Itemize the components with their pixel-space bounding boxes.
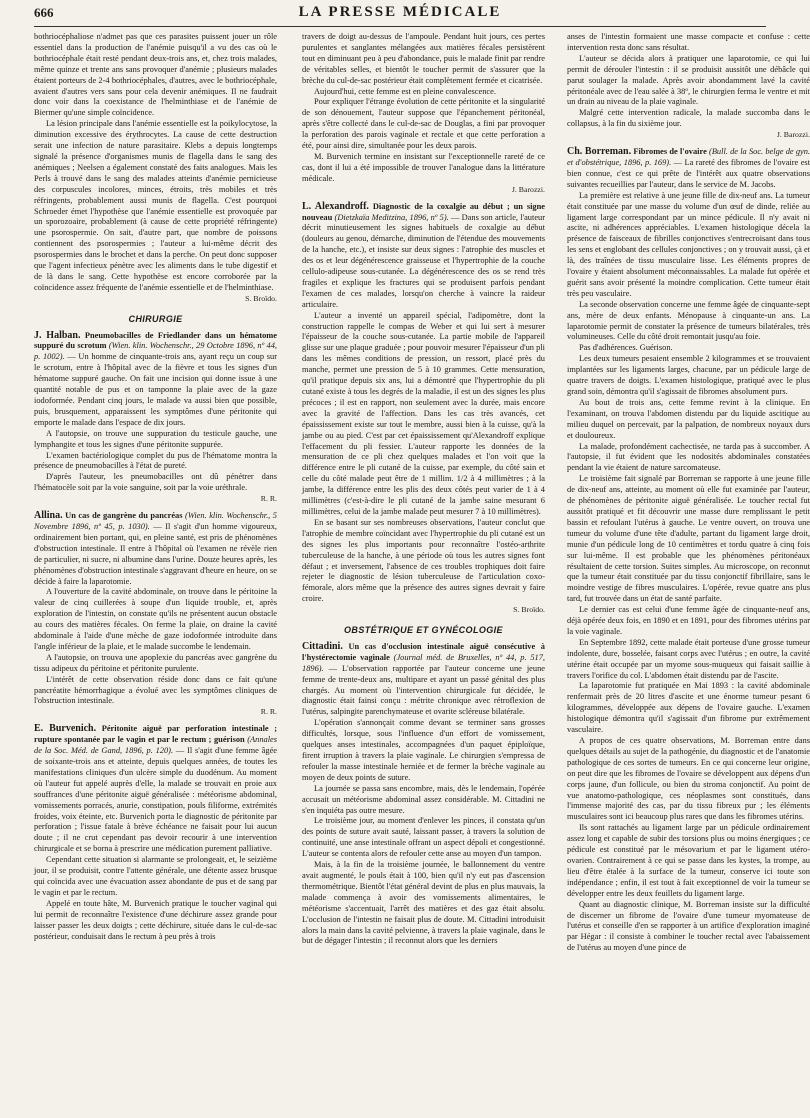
paragraph: A l'autopsie, on trouva une apoplexie du pancréas avec gangrène du tissu adipeux du péritoine et péritonite purulente. [34, 652, 277, 673]
paragraph: A l'ouverture de la cavité abdominale, on trouve dans le péritoine la valeur de cinq cuillerées à soupe d'un liquide trouble, et, après exploration de l'intestin, on constate qu'ils ne présentent aucun obstacle au cours des matières fécales. On ferme la plaie, on draine la cavité abdominale à l'aide d'une mèche de gaze iodoformée introduite dans l'angle inférieur de la plaie, et le malade succombe le lendemain. [34, 587, 277, 651]
article-title: Fibromes de l'ovaire [633, 147, 707, 157]
signature: J. Barozzi. [511, 184, 545, 194]
article-source: (Dietzkaïa Meditzina, 1896, nº 5). [334, 212, 449, 222]
paragraph: D'après l'auteur, les pneumobacilles ont dû pénétrer dans l'hématocèle soit par la voie sanguine, soit par la voie uréthrale. [34, 472, 277, 493]
paragraph: Ils sont rattachés au ligament large par un pédicule ordinairement assez long et capable de subir des torsions plus ou moins énergiques ; ce pédicule est constitué par le mésovarium et par le ligament utéro-ovarien. Contrairement à ce qui se passe dans les kystes, la trompe, au lieu d'être étalée à la surface de la tumeur, conserve ici toute son indépendance ; enfin, il est tout à fait exceptionnel de voir la tumeur se développer entre les deux feuillets du ligament large. [567, 823, 810, 898]
article-burvenich [34, 724, 277, 855]
paragraph: En se basant sur ses nombreuses observations, l'auteur conclut que l'atrophie de membre coïncidant avec l'hypertrophie du pli cutané est un des signes les plus importants pour reconnaître l'ostéo-arthrite tuberculeuse de la hanche, à une période où tous les autres signes font défaut ; et inversement, l'absence de ces troubles trophiques doit faire rejeter le diagnostic de lésion tuberculeuse de l'articulation coxo-fémorale, alors même que la présence des autres signes devrait y faire croire. [302, 517, 545, 604]
paragraph: A l'autopsie, on trouve une suppuration du testicule gauche, une lymphangite et tous les signes d'une péritonite suppurée. [34, 428, 277, 449]
paragraph: La seconde observation concerne une femme âgée de cinquante-sept ans, mère de deux enfants. Ménopause à cinquante-un ans. La laparotomie permit de constater la présence de tumeurs bilatérales, très volumineuses. Celle du côté droit remontait jusqu'au foie. [567, 299, 810, 342]
article-source: (Wien. klin. Wochenschr., 5 Novembre 1896, nº 45, p. 1030). [34, 511, 277, 531]
article-text: — Il s'agit d'un homme vigoureux, ordinairement bien portant, qui, en pleine santé, est pris de phénomènes d'obstruction intestinale. Il entre à l'hôpital où l'examen ne révèle rien de particulier, ni sucre, ni albumine dans l'urine. Douze heures après, les phénomènes d'obstruction intestinale s'aggravant d'heure en heure, on se décide à faire la laparotomie. [34, 521, 278, 586]
article-text: — L'observation rapportée par l'auteur concerne une jeune femme de trente-deux ans, multipare et ayant un passé génital des plus chargés. Au moment où l'intervention chirurgicale fut décidée, le diagnostic était fainsi conçu : métrite chronique avec rétroflexion de l'utérus, salpingite parenchymateuse et ovarite scléreuse bilatérale. [302, 663, 545, 717]
paragraph: L'intérêt de cette observation réside donc dans ce fait qu'une pancréatite hémorrhagique a évolué avec les symptômes cliniques de l'obstruction intestinale. [34, 674, 277, 706]
paragraph: Mais, à la fin de la troisième journée, le ballonnement du ventre avait augmenté, le pouls était à 100, bien qu'il n'y eut pas d'ascension thermométrique. Bientôt l'état général devint de plus en plus mauvais, la malade commença à avoir des vomissements alimentaires, le météorisme s'accentuait, l'arrêt des matières et des gaz était absolu. L'occlusion de l'intestin ne faisait plus de doute. M. Cittadini introduisit alors la main dans la cavité pelvienne, à travers la plaie vaginale, dans le but de dégager l'intestin ; il reconnut alors que les derniers [302, 860, 546, 946]
paragraph: Quant au diagnostic clinique, M. Borreman insiste sur la difficulté de discerner un fibrome de l'ovaire d'une tumeur myomateuse de l'utérus et conseille d'en se rapporter à un artifice d'exploration imaginé par Hégar : il consiste à combiner le toucher rectal avec l'abaissement de l'utérus au moyen d'une pince de [567, 899, 810, 953]
article-author: Allina. [34, 510, 63, 522]
article-author: E. Burvenich. [34, 723, 97, 735]
column-left [34, 32, 277, 1112]
article-source: (Journal méd. de Bruxelles, nº 44, p. 517, 1896). [302, 652, 546, 673]
paragraph: travers de doigt au-dessus de l'ampoule. Pendant huit jours, ces pertes purulentes et sanglantes mélangées aux matières fécales persistèrent tout en diminuant peu à peu d'abondance, puis le malade finit par rendre de véritables selles, et bientôt le toucher permit de s'assurer que la brèche du cul-de-sac postérieur était complètement fermée et cicatrisée. [302, 32, 545, 85]
paragraph: Cependant cette situation si alarmante se prolongeait, et, le seizième jour, il se produisit, contre l'attente générale, une détente assez brusque qui coïncida avec une évacuation assez abondante de pus et de sang par le vagin et par le rectum. [34, 855, 277, 897]
article-author: L. Alexandroff. [302, 200, 369, 212]
paragraph: Le troisième jour, au moment d'enlever les pinces, il constata qu'un des points de suture avait sauté, laissant passer, à travers la solution de continuité, une anse intestinale offrant un aspect dépoli et congestionné. L'auteur se contenta alors de refouler cette anse au moyen d'un tampon. [302, 816, 545, 859]
column-right [567, 32, 810, 1112]
paragraph: La première est relative à une jeune fille de dix-neuf ans. La tumeur était constituée par une masse du volume d'un œuf de dinde, reliée au ligament large correspondant par un mince pédicule. Il n'y avait ni ascite, ni adhérences appréciables. L'examen histologique décela la présence de faisceaux de fibrilles conjonctives s'entrecroisant dans tous les sens et englobant des cellules conjonctives ; on y trouvait aussi, çà et là, des traînées de tissu musculaire lisse. Les éléments propres de l'ovaire y étaient absolument méconnaissables. La malade fut opérée et guérit sans avoir présenté la moindre complication. Cette tumeur était très peu vasculaire. [567, 190, 810, 298]
signature: S. Broïdo. [245, 293, 277, 303]
paragraph: bothriocéphaliose n'admet pas que ces parasites puissent jouer un rôle essentiel dans la production de l'anémie puisqu'il a vu des cas où le bothriocéphale était resté pendant deux-trois ans, et, chez trois malades, même quinze et trente ans sans provoquer d'anémie ; plusieurs malades étaient porteurs de 2-4 bothriocéphales, d'autres, avec le bothriocéphale, avaient d'autres vers sans pour cela devenir anémiques. Il ne faudrait donc voir dans la coexistance de l'helminthiase et de l'anémie de Biermer qu'une simple coïncidence. [34, 32, 277, 118]
paragraph: M. Burvenich termine en insistant sur l'exceptionnelle rareté de ce cas, dont il lui a été impossible de trouver l'analogue dans la littérature médicale. [302, 151, 545, 183]
article-source: (Bull. de la Soc. belge de gyn. et d'obstétrique, 1896, p. 169). [567, 147, 810, 167]
page-header [34, 2, 766, 27]
paragraph: La malade, profondément cachectisée, ne tarda pas à succomber. A l'autopsie, il fut évident que les nodosités abdominales constatées pendant la vie étaient de nature sarcomateuse. [567, 441, 810, 473]
paragraph: Le troisième fait signalé par Borreman se rapporte à une jeune fille de dix-neuf ans, atteinte, au moment où elle fut examinée par l'auteur, de phénomènes de péritonite aiguë généralisée. Le toucher rectal fut aussitôt pratiqué et fit découvrir une masse dure remplissant le petit bassin et refoulant l'utérus à gauche. Le ventre ouvert, on trouva une tumeur du volume d'une tête d'adulte, partant du ligament large droit, munie d'un pédicule long de 10 centimètres et tordu quatre à cinq fois sur lui-même. Il est probable que les phénomènes péritonéaux résultaient de cette torsion. Suites simples. Au microscope, on reconnut que la tumeur était constituée par du tissu conjonctif fibrillaire, sans le moindre vestige de fibres musculaires. L'opérée, revue quatre ans plus tard, fut trouvée dans un état de santé parfaite. [567, 474, 810, 604]
signature: S. Broïdo. [513, 605, 545, 615]
article-borreman [567, 147, 810, 191]
article-title: Péritonite aiguë par perforation intestinale ; rupture spontanée par le vagin et par le rectum ; guérison [34, 724, 277, 745]
article-title: Pneumobacilles de Friedlander dans un hématome suppuré du scrotum [34, 330, 277, 351]
section-heading-chirurgie: CHIRURGIE [128, 313, 183, 324]
paragraph: L'auteur se décida alors à pratiquer une laparotomie, ce qui lui permit de dérouler l'intestin : il se produisit aussitôt une débâcle qui parut soulager la malade. Après avoir abondamment lavé la cavité péritonéale avec de l'eau salée à 38º, le chirurgien ferma le ventre et mit un drain au niveau de la plaie vaginale. [567, 53, 810, 107]
paragraph: L'opération s'annonçait comme devant se terminer sans grosses difficultés, lorsque, sous l'influence d'un effort de vomissement, quelques anses intestinales, accompagnées d'un paquet épiploïque, firent irruption à travers la plaie vaginale. Le chirurgien s'empressa de refouler la masse intestinale herniée et de fermer la brèche vaginale au moyen de deux points de suture. [302, 718, 545, 782]
section-heading-obstetrique: OBSTÉTRIQUE ET GYNÉCOLOGIE [344, 625, 503, 636]
signature: R. R. [260, 494, 277, 504]
article-allina [34, 511, 277, 587]
article-halban [34, 331, 277, 429]
paragraph: Pas d'adhérences. Guérison. [579, 343, 673, 353]
signature: J. Barozzi. [776, 130, 810, 140]
article-cittadini [302, 642, 545, 718]
article-author: Cittadini. [302, 640, 343, 652]
paragraph: Le dernier cas est celui d'une femme âgée de cinquante-neuf ans, déjà opérée deux fois, en 1890 et en 1891, pour des fibromes utérins par la voie vaginale. [567, 605, 810, 636]
article-title: Un cas d'occlusion intestinale aiguë consécutive à l'hystérectomie vaginale [302, 641, 545, 662]
paragraph: L'auteur a inventé un appareil spécial, l'adipomètre, dont la construction rappelle le compas de Weber et qui lui sert à mesurer l'épaisseur de la couche sous-cutanée. La partie mobile de l'appareil glisse sur une plaque graduée ; pour pouvoir mesurer l'épaisseur d'un pli dans les mêmes conditions de pression, un ressort, placé près du manche, permet une pression de 5 à 10 grammes. Cette mensuration, qu'il pratique depuis six ans, lui a démontré que l'hypertrophie du pli cutané existe à tous les degrés de la maladie, il est un des signes les plus précoces ; il est en rapport, non seulement avec la durée, mais encore avec la gravité de l'affection. Dans les cas très avancés, cet épaississement existe sur tout le membre, aussi bien à la cuisse, qu'à la jambe ou au pied. C'est par cet épaississement qu'Alexandroff explique l'effacement du pli fessier. L'auteur rapporte les données de la mensuration de ce pli chez quelques malades et l'on voit que la différence entre le pli cutané de la cuisse, par exemple, du côté sain et celle du côté malade peut être de 1 millim. 1/2 à 4 millimètres ; à la jambe, la différence entre les plis des deux côtés peut varier de 1 à 4 millimètres (c'est-à-dire le pli cutané de la jambe saine mesurant 6 millimètres, celui de la jambe malade peut mesurer 7 à 10 millimètres). [302, 310, 545, 516]
paragraph: L'examen bactériologique complet du pus de l'hématome montra la présence de pneumobacilles à l'état de pureté. [34, 450, 277, 471]
paragraph: Au bout de trois ans, cette femme revint à la clinique. En l'examinant, on trouva l'abdomen distendu par du liquide ascitique au milieu duquel on percevait, par la palpation, de nombreux noyaux durs et douloureux. [567, 397, 810, 440]
paragraph: La laparotomie fut pratiquée en Mai 1893 : la cavité abdominale renfermait près de 20 litres d'ascite et une énorme tumeur pesant 6 kilogrammes, développée aux dépens de l'ovaire gauche. L'examen histologique démontra qu'il s'agissait d'un fibrome pur extrêmement vasculaire. [567, 681, 810, 735]
paragraph: Pour expliquer l'étrange évolution de cette péritonite et la singularité de son dénouement, l'auteur suppose que l'épanchement péritonéal, après s'être collecté dans le cul-de-sac de Douglas, a fini par provoquer la perforation des parois vaginale et rectale et que cette perforation a été, pour ainsi dire, simultanée pour les deux parois. [302, 97, 545, 151]
signature: R. R. [260, 707, 277, 717]
paragraph: Aujourd'hui, cette femme est en pleine convalescence. [314, 86, 496, 96]
paragraph: A propos de ces quatre observations, M. Borreman entre dans quelques détails au sujet de la pathogénie, du diagnostic et de l'anatomie pathologique de ces sortes de tumeurs. En ce qui concerne leur origine, on peut dire que les fibromes de l'ovaire se développent aux dépens d'un corps jaune, d'un follicule, ou bien du stroma conjonctif. Au point de vue anatomo-pathologique, ces néoplasmes sont constitués, dans l'immense majorité des cas, par du tissu fibreux pur ; les éléments musculaires sont ici beaucoup plus rares que dans les fibromes utérins. [567, 736, 810, 822]
article-author: Ch. Borreman. [567, 146, 632, 158]
paragraph: anses de l'intestin formaient une masse compacte et confuse : cette intervention resta donc sans résultat. [567, 32, 810, 52]
article-text: — La rareté des fibromes de l'ovaire est bien connue, c'est ce qui prête de l'intérêt aux quatre observations suivantes recueillies par l'auteur, dans le service de M. Jacobs. [567, 157, 810, 189]
page-number: 666 [34, 5, 54, 20]
article-text: — Un homme de cinquante-trois ans, ayant reçu un coup sur le scrotum, entre à l'hôpital avec de la fièvre et tous les signes d'un hématome suppuré gauche. On fait une incision qui donne issue à une quantité notable de pus et on tamponne la plaie avec de la gaze iodoformée. Pendant cinq jours, le malade va aussi bien que possible, puis, brusquement, apparaissent les symptômes d'une péritonite qui emporte le malade dans l'espace de dix jours. [34, 352, 277, 427]
article-source: (Wien. klin. Wochenschr., 29 Octobre 1896, nº 44, p. 1002). [34, 341, 277, 362]
paragraph: Les deux tumeurs pesaient ensemble 2 kilogrammes et se trouvaient implantées sur les ligaments larges, chacune, par un pédicule large de quatre travers de doigts. L'examen histologique, pratiqué avec le plus grand soin, démontra qu'il s'agissait de fibromes absolument purs. [567, 354, 810, 396]
article-alexandroff [302, 202, 545, 311]
article-title: Un cas de gangrène du pancréas [65, 511, 183, 521]
paragraph: La lésion principale dans l'anémie essentielle est la poikylocytose, la diminution excessive des érythrocytes. La cause de cette destruction serait une infection de nature parasitaire. Klebs a depuis longtemps signalé la présence d'organismes munis de flagella dans le sang des anémiques ; Neelsen a également constaté des faits analogues. Mais les Perls à trouvé dans le sang des malades atteints d'anémie pernicieuse des corpuscules incolores, minces, étroits, très mobiles et très réfringents, probablement aussi munis de flagella. C'est pourquoi Schroeder émet l'hypothèse que l'anémie essentielle est provoquée par un sporozoaire, probablement (à cause de cette propriété réfringente) une psorospermie. On sait, d'autre part, que nombre de poissons contiennent des psorospermies ; l'auteur a lui-même décrit des psorospermies dans le brochet et dans la perche. On peut donc supposer que l'agent infectieux pénètre avec les aliments dans le tube digestif et de là dans le sang. Cette hypothèse est encore corroborée par la coïncidence assez fréquente de l'anémie essentielle et de l'helminthiase. [34, 119, 277, 292]
article-source: (Annales de la Soc. Méd. de Gand, 1896, p. 120). [34, 735, 278, 756]
article-text: — Il s'agit d'une femme âgée de soixante-trois ans et atteinte, depuis quelques années, de toutes les manifestations cliniques d'un ulcère simple du duodénum. Au moment où l'auteur fut appelé auprès d'elle, la malade se trouvait en proie aux souffrances d'une péritonite aiguë généralisée : météorisme abdominal, vomissements porracés, anurie, constipation, pouls filiforme, extrémités froides, voix éteinte, etc. Burvenich porta le diagnostic de péritonite par perforation ; l'issue fatale à brève échéance ne faisait pour lui aucun doute ; il ne crut cependant pas devoir recourir à une intervention chirurgicale et se borna à prescrire une médication purement palliative. [34, 746, 278, 854]
running-title: LA PRESSE MÉDICALE [298, 4, 502, 20]
article-author: J. Halban. [34, 329, 81, 341]
paragraph: En Septembre 1892, cette malade était porteuse d'une grosse tumeur indolente, dure, bosselée, faisant corps avec l'utérus ; en outre, la cavité utérine était occupée par un myome sous-muqueux qui faisait saillie à travers l'orifice du col. L'abdomen était distendu par de l'ascite. [567, 637, 810, 680]
column-middle [302, 32, 545, 1112]
article-text: — Dans son article, l'auteur décrit minutieusement les signes habituels de coxalgie au début (douleurs au genou, démarche, diminution de l'étendue des mouvements de la hanche, etc.), et insiste sur deux signes : l'atrophie des muscles et des os et leur dégénérescence graisseuse et l'hypertrophie de la couche cellulo-adipeuse sous-cutanée. La dégénérescence des os se rend très fragiles et explique les fractures qui se produisent parfois pendant l'examen de ces malades, lorsqu'on cherche à vaincre la raideur articulaire. [302, 212, 546, 309]
paragraph: Appelé en toute hâte, M. Burvenich pratique le toucher vaginal qui lui permit de reconnaître l'existence d'une déchirure assez grande pour laisser passer les deux doigts ; cette déchirure, située dans le cul-de-sac postérieur, conduisait dans le rectum à peu près à trois [34, 898, 277, 941]
paragraph: Malgré cette intervention radicale, la malade succomba dans le collapsus, à la fin du sixième jour. [567, 108, 810, 129]
paragraph: La journée se passa sans encombre, mais, dès le lendemain, l'opérée accusait un météorisme abdominal assez considérable. M. Cittadini ne s'en inquiéta pas outre mesure. [302, 783, 545, 815]
article-title: Diagnostic de la coxalgie au début ; un signe nouveau [302, 201, 545, 222]
